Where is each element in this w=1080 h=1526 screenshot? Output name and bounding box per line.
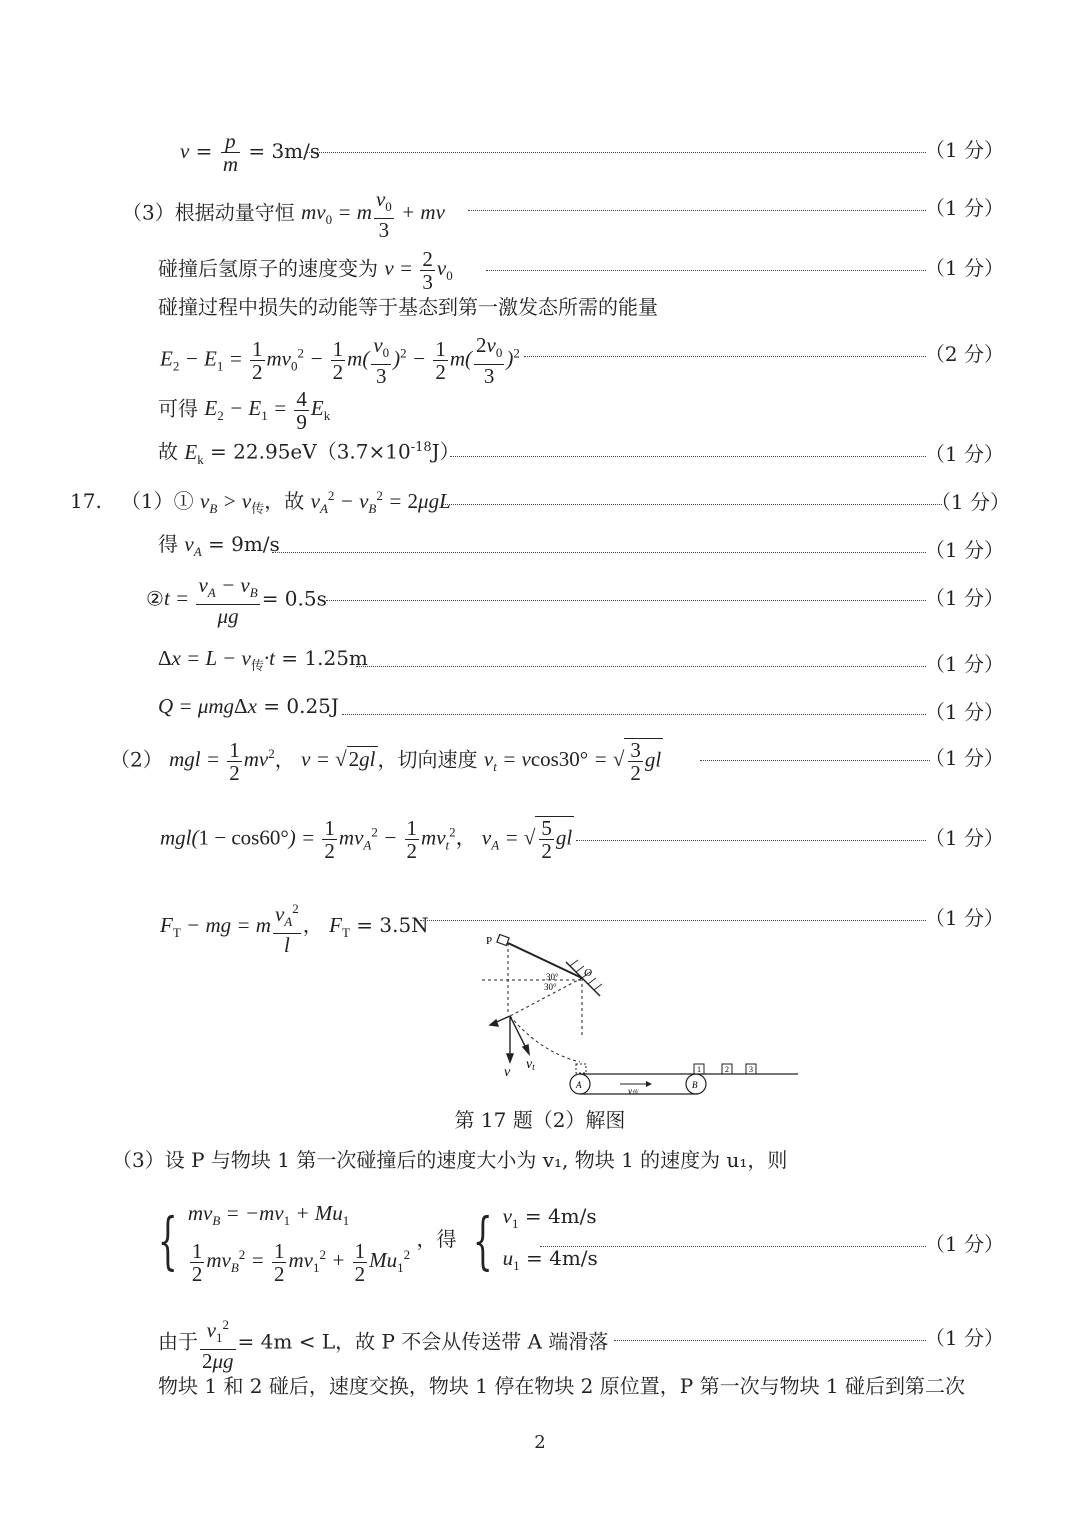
answer-line-17 — [0, 1196, 1080, 1286]
velocity-exchange-statement: 物块 1 和 2 碰后，速度交换，物块 1 停在物块 2 原位置，P 第一次与物块 1 碰后到第二次 — [158, 1374, 966, 1398]
value: = 3.5N — [356, 912, 429, 937]
line-label: 故 — [158, 439, 178, 464]
line-label: （2） — [110, 747, 163, 772]
score: （1 分） — [924, 700, 1004, 724]
dot-leader — [442, 504, 942, 505]
q17-part2-step1: （2） mgl = $\frac{1}{2}$ $mv^2$， v = √2gl ，切向速度 $v_t = vcos30^\circ$ = √ $\frac{3}{2}$ gl — [110, 738, 662, 785]
energy-at-bottom: mgl(1 − cos60°) = $\frac{1}{2}$ $mv_A^2$ − $\frac{1}{2}$ $mv_t^2$， $v_A$ = √ $\frac{5}{2}$ gl — [160, 816, 573, 863]
answer-line-2 — [0, 184, 1080, 243]
label-b: B — [692, 1080, 698, 1090]
answer-line-4 — [0, 293, 1080, 333]
delta-x: $\Delta x = L - v_传\cdot t = 1.25m$ — [158, 646, 368, 674]
momentum-conservation: （3）根据动量守恒 $mv_0 = m$ $\frac{v_0}{3}$ + mv — [122, 187, 445, 243]
part3-setup: （3）设 P 与物块 1 第一次碰撞后的速度大小为 v₁, 物块 1 的速度为 u₁，则 — [112, 1148, 788, 1172]
dot-leader — [486, 270, 926, 271]
score: （1 分） — [924, 538, 1004, 562]
connector-text: ，故 — [264, 489, 305, 513]
connector-text: ，得 — [416, 1227, 457, 1252]
question-number: 17. — [70, 489, 102, 513]
velocity-vA: 得 $v_A = 9m/s$ — [158, 532, 280, 560]
answer-line-14 — [0, 812, 1080, 863]
score: （1 分） — [924, 138, 1004, 162]
result-v1: = 4m/s — [524, 1203, 597, 1228]
label-belt-velocity: v传 — [628, 1086, 639, 1096]
answer-line-18 — [0, 1310, 1080, 1374]
block-p — [497, 935, 509, 946]
line-label: 由于 — [158, 1329, 198, 1354]
line-label: 可得 — [158, 396, 198, 421]
answer-line-8 — [0, 480, 1080, 520]
label-p: P — [486, 935, 493, 947]
score: （1 分） — [924, 1326, 1004, 1350]
answer-line-11 — [0, 642, 1080, 682]
heat-Q: Q = μmgΔx = 0.25J — [158, 694, 339, 718]
tension-equation: $F_T$ − mg = m $\frac{v_A^2}{l}$ ， $F_T = 3.5N$ — [160, 898, 429, 956]
answer-line-10 — [0, 570, 1080, 629]
dot-leader — [540, 1246, 926, 1247]
answer-line-12 — [0, 690, 1080, 730]
score: （1 分） — [930, 490, 1010, 514]
score: （1 分） — [924, 586, 1004, 610]
unit: J） — [431, 439, 460, 464]
page-number: 2 — [534, 1432, 546, 1453]
block-3-label: 3 — [749, 1065, 753, 1074]
no-slip-condition: 由于 $\frac{v_1^2}{2\mu g}$ = 4m < L，故 P 不会从传送带 A 端滑落 — [158, 1314, 608, 1372]
velocity-arrows — [490, 1016, 529, 1062]
time-t: ②t = $\frac{v_A - v_B}{\mu g}$ = 0.5s — [146, 573, 327, 629]
dot-leader — [306, 152, 926, 153]
velocity-after-collision: 碰撞后氢原子的速度变为 v = $\frac{2}{3}$ $v_0$ — [158, 247, 453, 294]
dot-leader — [342, 714, 926, 715]
score: （1 分） — [924, 442, 1004, 466]
dot-leader — [524, 356, 926, 357]
rod — [508, 943, 582, 978]
score: （1 分） — [924, 1232, 1004, 1256]
answer-line-3 — [0, 244, 1080, 294]
result-u1: = 4m/s — [526, 1245, 598, 1270]
answer-line-9 — [0, 528, 1080, 568]
energy-ratio: 可得 $E_2 - E_1$ = $\frac{4}{9}$ $E_k$ — [158, 387, 331, 434]
dot-leader — [272, 552, 926, 553]
score: （1 分） — [924, 196, 1004, 220]
score: （1 分） — [924, 906, 1004, 930]
answer-line-1 — [0, 126, 1080, 176]
connector-text: = 4m < L，故 P 不会从传送带 A 端滑落 — [237, 1329, 609, 1354]
collision-system: { $mv_B = -mv_1 + Mu_1$ $\frac{1}{2}$ $mv_B^2$ = $\frac{1}{2}$ $mv_1^2$ + $\frac{1}{2}$ $Mu_1^2$ ，得 { $v_1 = 4m/s$ $u_1 = 4m/s$ — [157, 1201, 598, 1286]
dot-leader — [700, 760, 930, 761]
line-label: 碰撞后氢原子的速度变为 — [158, 256, 378, 281]
kinetic-energy-result: 故 $E_k = 22.95eV(3.7\times 10^{-18}J)$ — [158, 439, 460, 467]
dot-leader — [614, 1340, 926, 1341]
line-label: （3）根据动量守恒 — [122, 200, 295, 225]
q17-part1-step1: 17. （1）① $v_B > v_传$，故 $v_A^2 - v_B^2 = 2\mu gL$ — [70, 488, 451, 517]
line-label: 得 — [158, 532, 178, 556]
block-1-label: 1 — [697, 1065, 701, 1074]
block-at-a — [576, 1064, 586, 1073]
value: = 1.25m — [281, 646, 368, 670]
answer-line-5 — [0, 330, 1080, 389]
value: = 0.25J — [263, 694, 339, 718]
score: （1 分） — [924, 256, 1004, 280]
answer-line-19 — [0, 1372, 1080, 1412]
angle-label-2: 30° — [544, 982, 557, 992]
energy-equation: $E_2 - E_1$ = $\frac{1}{2}$ $mv_0^2$ − $\frac{1}{2}$ m( $\frac{v_0}{3}$ )$^2$ − $\frac{1}{2}$ m( $\frac{2v_0}{3}$ )$^2$ — [160, 333, 520, 389]
figure-caption: 第 17 题（2）解图 — [454, 1108, 626, 1132]
exponent: -18 — [410, 440, 432, 455]
value: = 9m/s — [208, 532, 280, 556]
label-a: A — [576, 1080, 582, 1090]
formula-v-p-over-m: v = $\frac{p}{m}$ = 3m/s — [180, 129, 321, 176]
value: = 22.95eV（3.7×10 — [210, 439, 411, 464]
score: （2 分） — [924, 342, 1004, 366]
dot-leader — [356, 666, 926, 667]
line-label: ② — [146, 586, 164, 611]
answer-line-16 — [0, 1146, 1080, 1186]
dot-leader — [420, 920, 926, 921]
dot-leader — [326, 600, 926, 601]
line-label: （1）① — [120, 489, 194, 513]
connector-text: ，切向速度 — [377, 747, 478, 772]
label-v: v — [504, 1065, 511, 1080]
value: = 0.5s — [261, 586, 327, 611]
q17-solution-diagram — [470, 930, 810, 1096]
label-vt: vt — [526, 1057, 535, 1072]
energy-statement: 碰撞过程中损失的动能等于基态到第一激发态所需的能量 — [158, 295, 658, 319]
answer-line-6 — [0, 384, 1080, 434]
answer-line-15 — [0, 894, 1080, 958]
dot-leader — [468, 210, 926, 211]
angle-label-1: 30° — [546, 972, 559, 982]
belt-arrowhead — [646, 1081, 652, 1087]
block-2-label: 2 — [725, 1065, 729, 1074]
score: （1 分） — [924, 826, 1004, 850]
score: （1 分） — [924, 746, 1004, 770]
label-o: O — [584, 967, 592, 979]
answer-line-7 — [0, 432, 1080, 472]
dashed-guides — [482, 943, 582, 1062]
score: （1 分） — [924, 652, 1004, 676]
dot-leader — [450, 456, 926, 457]
dot-leader — [576, 840, 926, 841]
answer-line-13 — [0, 734, 1080, 785]
